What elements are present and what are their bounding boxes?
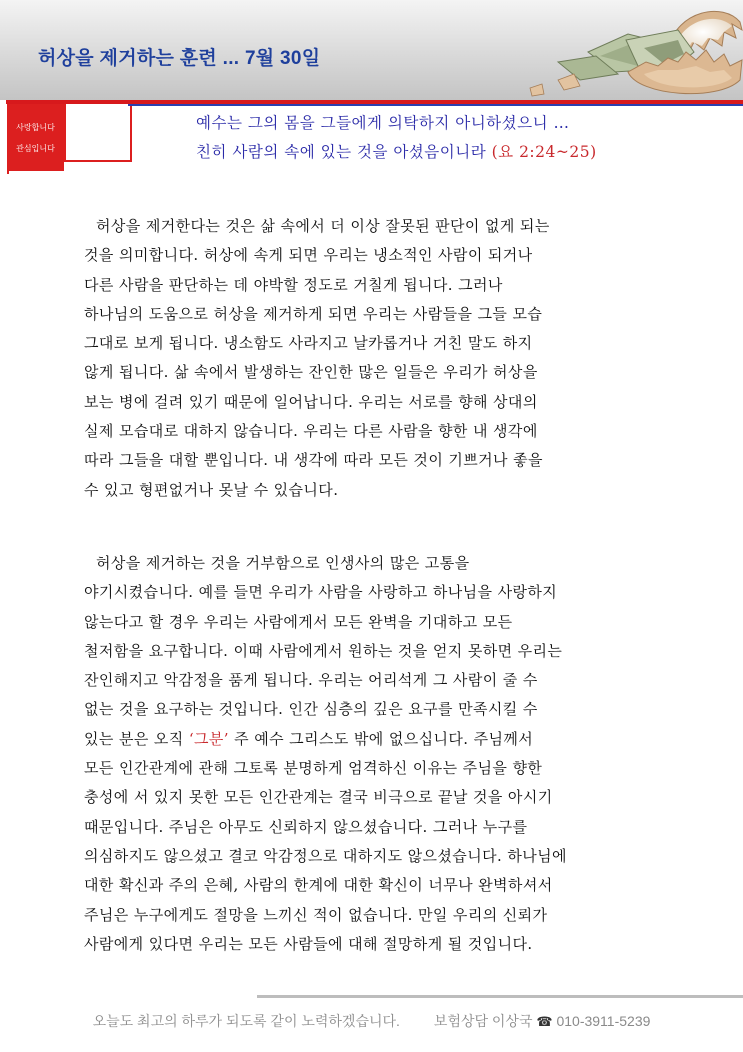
body-paragraph-2 <box>84 549 674 959</box>
highlight-word: ‘그분’ <box>188 729 229 748</box>
footer-contact-name: 보험상담 이상국 <box>433 1013 533 1029</box>
paragraph-line: 실제 모습대로 대하지 않습니다. 우리는 다른 사람을 향한 내 생각에 <box>84 422 538 441</box>
paragraph-line: 않게 됩니다. 삶 속에서 발생하는 잔인한 많은 일들은 우리가 허상을 <box>84 363 538 382</box>
verse-line-2-text: 친히 사람의 속에 있는 것을 아셨음이니라 <box>196 143 487 161</box>
body-paragraph-1 <box>84 212 674 505</box>
paragraph-line: 잔인해지고 악감정을 품게 됩니다. 우리는 어리석게 그 사람이 줄 수 <box>84 671 538 690</box>
paragraph-line: 철저함을 요구합니다. 이때 사람에게서 원하는 것을 얻지 못하면 우리는 <box>84 641 563 660</box>
tagline-love: 사랑합니다 <box>16 122 55 132</box>
paragraph-line: 사람에게 있다면 우리는 모든 사람들에 대해 절망하게 될 것입니다. <box>84 934 533 953</box>
broken-eggshell-money-illustration <box>518 0 743 100</box>
paragraph-line: 하나님의 도움으로 허상을 제거하게 되면 우리는 사람들을 그들 모습 <box>84 304 543 323</box>
footer-phone: 010-3911-5239 <box>556 1013 651 1029</box>
paragraph-line: 의심하지도 않으셨고 결코 악감정으로 대하지도 않으셨습니다. 하나님에 <box>84 846 567 865</box>
verse-divider <box>128 104 743 106</box>
paragraph-line-highlight <box>84 725 674 754</box>
paragraph-line: 충성에 서 있지 못한 모든 인간관계는 결국 비극으로 끝날 것을 아시기 <box>84 788 553 807</box>
paragraph-line: 대한 확신과 주의 은혜, 사람의 한계에 대한 확신이 너무나 완벽하셔서 <box>84 876 553 895</box>
scripture-verse <box>150 109 710 167</box>
paragraph-line: 따라 그들을 대할 뿐입니다. 내 생각에 따라 모든 것이 기쁘거나 좋을 <box>84 451 543 470</box>
photo-placeholder <box>64 104 132 162</box>
paragraph-line: 허상을 제거한다는 것은 삶 속에서 더 이상 잘못된 판단이 없게 되는 <box>96 217 550 235</box>
paragraph-line: 주님은 누구에게도 절망을 느끼신 적이 없습니다. 만일 우리의 신뢰가 <box>84 905 548 924</box>
highlight-prefix: 있는 분은 오직 <box>84 729 189 748</box>
tagline-badge <box>7 104 64 171</box>
paragraph-line: 것을 의미합니다. 허상에 속게 되면 우리는 냉소적인 사람이 되거나 <box>84 246 533 265</box>
verse-line-1: 예수는 그의 몸을 그들에게 의탁하지 아니하셨으니 … <box>196 114 570 132</box>
paragraph-line: 수 있고 형편없거나 못날 수 있습니다. <box>84 480 339 499</box>
footer <box>0 1011 743 1031</box>
paragraph-line: 그대로 보게 됩니다. 냉소함도 사라지고 날카롭거나 거친 말도 하지 <box>84 334 533 353</box>
paragraph-line: 없는 것을 요구하는 것입니다. 인간 심층의 깊은 요구를 만족시킬 수 <box>84 700 538 719</box>
page-header <box>0 0 743 100</box>
verse-line-2 <box>150 138 710 167</box>
paragraph-line: 보는 병에 걸려 있기 때문에 일어납니다. 우리는 서로를 향해 상대의 <box>84 392 538 411</box>
page-title: 허상을 제거하는 훈련 ... 7월 30일 <box>38 48 321 69</box>
footer-motto: 오늘도 최고의 하루가 되도록 같이 노력하겠습니다. <box>92 1013 400 1029</box>
tagline-care: 관심입니다 <box>16 143 55 153</box>
paragraph-line: 다른 사람을 판단하는 데 야박할 정도로 거칠게 됩니다. 그러나 <box>84 275 503 294</box>
paragraph-line: 허상을 제거하는 것을 거부함으로 인생사의 많은 고통을 <box>96 554 470 572</box>
highlight-suffix: 주 예수 그리스도 밖에 없으십니다. 주님께서 <box>228 729 534 748</box>
paragraph-line: 때문입니다. 주님은 아무도 신뢰하지 않으셨습니다. 그러나 누구를 <box>84 817 528 836</box>
verse-reference: (요 2:24~25) <box>491 143 597 161</box>
footer-divider <box>257 995 743 998</box>
phone-icon: ☎ <box>536 1014 553 1029</box>
paragraph-line: 모든 인간관계에 관해 그토록 분명하게 엄격하신 이유는 주님을 향한 <box>84 759 543 778</box>
paragraph-line: 야기시켰습니다. 예를 들면 우리가 사람을 사랑하고 하나님을 사랑하지 <box>84 583 558 602</box>
paragraph-line: 않는다고 할 경우 우리는 사람에게서 모든 완벽을 기대하고 모든 <box>84 612 513 631</box>
